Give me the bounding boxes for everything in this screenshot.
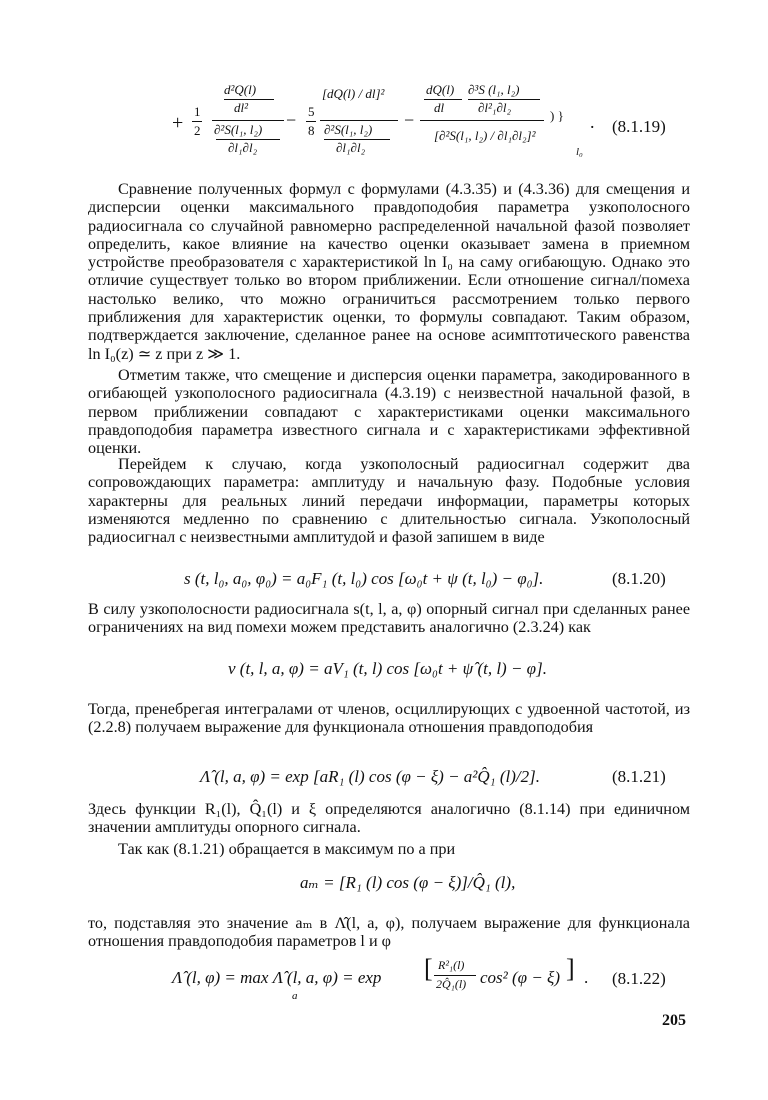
term3-den: [∂²S(l₁, l₂) / ∂l₁∂l₂]² xyxy=(434,128,536,143)
f22-max-subscript: a xyxy=(292,990,298,1002)
term2-den: ∂²S(l₁, l₂) xyxy=(324,122,373,137)
paragraph-functions-defined: Здесь функции R₁(l), Q̂₁(l) и ξ определяются аналогично (8.1.14) при единичном значении амплитуды опорного сигнала. xyxy=(88,800,690,837)
coef2-num: 5 xyxy=(308,104,315,119)
term2-bar xyxy=(320,120,398,121)
term1-inner-bar xyxy=(224,99,274,100)
minus2: − xyxy=(404,110,415,130)
paragraph-substituting: то, подставляя это значение aₘ в Λ̂(l, a, φ), получаем выражение для функционала отношения правдоподобия параметров l и φ xyxy=(88,914,690,951)
term3-num-b: ∂³S (l₁, l₂) xyxy=(468,82,520,97)
equation-number-8-1-22: (8.1.22) xyxy=(612,969,666,988)
f22-right: cos² (φ − ξ) xyxy=(480,968,560,987)
formula-8-1-19 xyxy=(172,82,602,177)
equation-number-8-1-20: (8.1.20) xyxy=(612,569,666,588)
equation-number-8-1-21: (8.1.21) xyxy=(612,767,666,786)
plus-sign: + xyxy=(172,112,184,134)
term1-den: ∂²S(l₁, l₂) xyxy=(214,122,263,137)
formula-reference-signal: v (t, l, a, φ) = aV₁ (t, l) cos [ω₀t + ψ̂ (t, l) − φ]. xyxy=(228,659,547,678)
paragraph-displacement: Отметим также, что смещение и дисперсия оценки параметра, закодированного в огибающей узкополосного радиосигнала (4.3.19) с неизвестной начальной фазой, в первом приближении совпадают с характеристиками оценки максимального правдоподобия параметра известного сигнала и с характеристиками эффективной оценки. xyxy=(88,366,690,458)
formula-8-1-22 xyxy=(172,954,602,1008)
term1-num: d²Q(l) xyxy=(224,82,257,97)
term2-num: [dQ(l) / dl]² xyxy=(322,86,385,101)
paragraph-comparison: Сравнение полученных формул с формулами (4.3.35) и (4.3.36) для смещения и дисперсии оценки максимального правдоподобия параметра узкополосного радиосигнала со случайной равномерно распределенной начальной фазой позволяет определить, какое влияние на качество оценки оказывает замена в приемном устройстве преобразователя с характеристикой ln I₀ на саму огибающую. Однако это отличие существует только во втором приближении. Если отношение сигнал/помеха настолько велико, что можно ограничиться рассмотрением только первого приближения для характеристик оценки, то формулы совпадают. Таким образом, подтверждается заключение, сделанное ранее на основе асимптотического равенства ln I₀(z) ≃ z при z ≫ 1. xyxy=(88,180,690,363)
term2-den-den: ∂l₁∂l₂ xyxy=(336,140,366,155)
paragraph-narrowband: В силу узкополосности радиосигнала s(t, l, a, φ) опорный сигнал при сделанных ранее ограничениях на вид помехи можем представить аналогично (2.3.24) как xyxy=(88,600,690,637)
f22-frac-num: R²₁(l) xyxy=(438,958,465,972)
formula-dot: . xyxy=(590,112,595,132)
coef2-bar xyxy=(306,121,316,122)
coef1-den: 2 xyxy=(194,123,201,138)
formula-8-1-20: s (t, l₀, a₀, φ₀) = a₀F₁ (t, l₀) cos [ω₀t + ψ (t, l₀) − φ₀]. xyxy=(184,569,544,588)
term1-den-den: ∂l₁∂l₂ xyxy=(228,140,258,155)
paragraph-two-parameters: Перейдем к случаю, когда узкополосный радиосигнал содержит два сопровождающих параметра: амплитуду и начальную фазу. Подобные условия характерны для реальных линий передачи информации, параметры которых изменяются медленно по сравнению с длительностью сигнала. Узкополосный радиосигнал с неизвестными амплитудой и фазой запишем в виде xyxy=(88,455,690,547)
formula-8-1-21: Λ̂ (l, a, φ) = exp [aR₁ (l) cos (φ − ξ) − a²Q̂₁ (l)/2]. xyxy=(200,767,540,786)
f22-frac-den: 2Q̂₁(l) xyxy=(436,977,467,991)
formula-a-max: aₘ = [R₁ (l) cos (φ − ξ)]/Q̂₁ (l), xyxy=(300,873,516,892)
f22-frac-bar xyxy=(434,975,476,976)
paragraph-neglecting-integrals: Тогда, пренебрегая интегралами от членов, осциллирующих с удвоенной частотой, из (2.2.8) получаем выражение для функционала отношения правдоподобия xyxy=(88,700,690,737)
equation-number-8-1-19: (8.1.19) xyxy=(612,117,666,136)
coef1-bar xyxy=(192,121,202,122)
term3-num-a-den: dl xyxy=(434,100,445,115)
paragraph-maximum: Так как (8.1.21) обращается в максимум по a при xyxy=(118,840,456,858)
term1-bar xyxy=(212,120,284,121)
f22-left: Λ̂ (l, φ) = max Λ̂ (l, a, φ) = exp xyxy=(172,968,382,987)
term3-num-a: dQ(l) xyxy=(426,82,455,97)
term3-num-b-den: ∂l²₁∂l₂ xyxy=(478,100,512,115)
coef1-num: 1 xyxy=(194,104,201,119)
f22-left-bracket: [ xyxy=(424,954,433,983)
closing-subscript: l₀ xyxy=(576,146,583,158)
term1-num-den: dl² xyxy=(234,100,249,115)
closing-brackets: ) } xyxy=(550,108,564,123)
term3-bar xyxy=(420,120,544,121)
minus1: − xyxy=(286,110,297,130)
coef2-den: 8 xyxy=(308,123,315,138)
f22-dot: . xyxy=(584,968,589,987)
page-number: 205 xyxy=(662,1012,686,1029)
f22-right-bracket: ] xyxy=(566,954,575,983)
